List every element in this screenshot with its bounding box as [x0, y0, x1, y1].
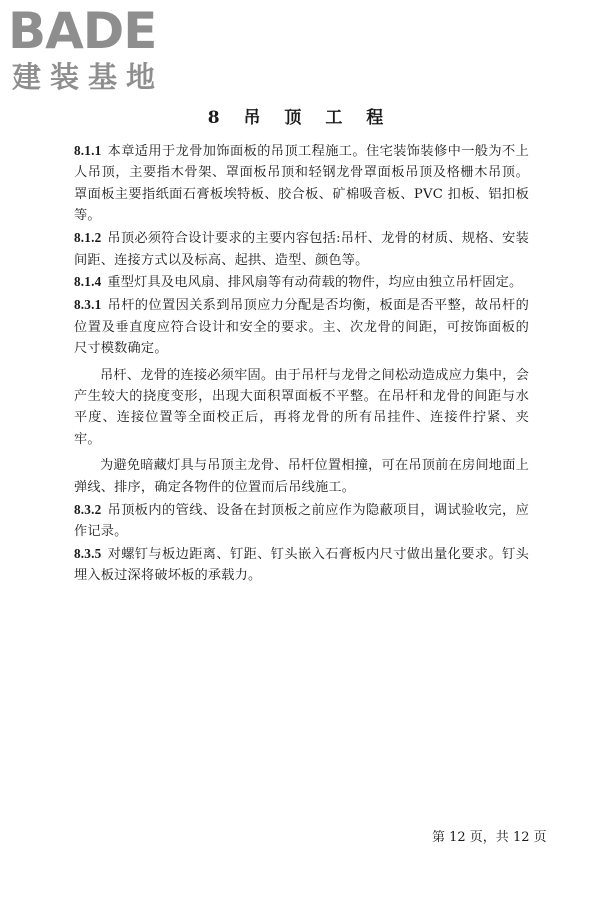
clause-number: 8.3.5: [74, 545, 102, 561]
clause-number: 8.1.4: [74, 274, 102, 290]
paragraph-8-1-2: [74, 227, 529, 271]
clause-text: 吊杆的位置因关系到吊顶应力分配是否均衡，板面是否平整，故吊杆的位置及垂直度应符合设计和安全的要求。主、次龙骨的间距，可按饰面板的尺寸模数确定。: [74, 298, 529, 357]
clause-number: 8.1.1: [74, 143, 102, 158]
brand-logo: [8, 2, 178, 96]
clause-number: 8.3.1: [74, 297, 102, 313]
clause-text: 对螺钉与板边距离、钉距、钉头嵌入石膏板内尺寸做出量化要求。钉头埋入板过深将破坏板的承载力。: [74, 546, 529, 584]
clause-number: 8.1.2: [74, 230, 102, 246]
paragraph-8-3-2: [74, 499, 529, 543]
paragraph-8-3-5: [74, 543, 529, 587]
clause-number: 8.3.2: [74, 501, 102, 517]
document-body: [74, 140, 529, 587]
paragraph-8-1-1: [74, 140, 529, 227]
clause-text: 重型灯具及电风扇、排风扇等有动荷载的物件，均应由独立吊杆固定。: [107, 275, 523, 291]
page-number: 第 12 页，共 12 页: [432, 830, 547, 845]
logo-wordmark: BADE: [8, 2, 157, 60]
clause-text: 吊顶必须符合设计要求的主要内容包括:吊杆、龙骨的材质、规格、安装间距、连接方式以及标高、起拱、造型、颜色等。: [74, 231, 529, 268]
chapter-title: 8 吊 顶 工 程: [207, 108, 393, 128]
paragraph-continuation: [74, 365, 529, 451]
paragraph-8-1-4: [74, 271, 529, 293]
clause-text: 吊杆、龙骨的连接必须牢固。由于吊杆与龙骨之间松动造成应力集中，会产生较大的挠度变形，出现大面积罩面板不平整。在吊杆和龙骨的间距与水平度、连接位置等全面校正后，再将龙骨的所有吊挂件、连接件拧紧、夹牢。: [74, 367, 529, 447]
paragraph-8-3-1: [74, 294, 529, 359]
clause-text: 吊顶板内的管线、设备在封顶板之前应作为隐蔽项目，调试验收完，应作记录。: [74, 502, 529, 539]
clause-text: 本章适用于龙骨加饰面板的吊顶工程施工。住宅装饰装修中一般为不上人吊顶，主要指木骨架、罩面板吊顶和轻钢龙骨罩面板吊顶及格栅木吊顶。罩面板主要指纸面石膏板埃特板、胶合板、矿棉吸音板、PVC 扣板、铝扣板等。: [74, 144, 529, 224]
clause-text: 为避免暗藏灯具与吊顶主龙骨、吊杆位置相撞，可在吊顶前在房间地面上弹线、排序，确定各物件的位置而后吊线施工。: [74, 458, 529, 495]
logo-subtitle: 建装基地: [12, 60, 165, 94]
paragraph-continuation: [74, 455, 529, 498]
